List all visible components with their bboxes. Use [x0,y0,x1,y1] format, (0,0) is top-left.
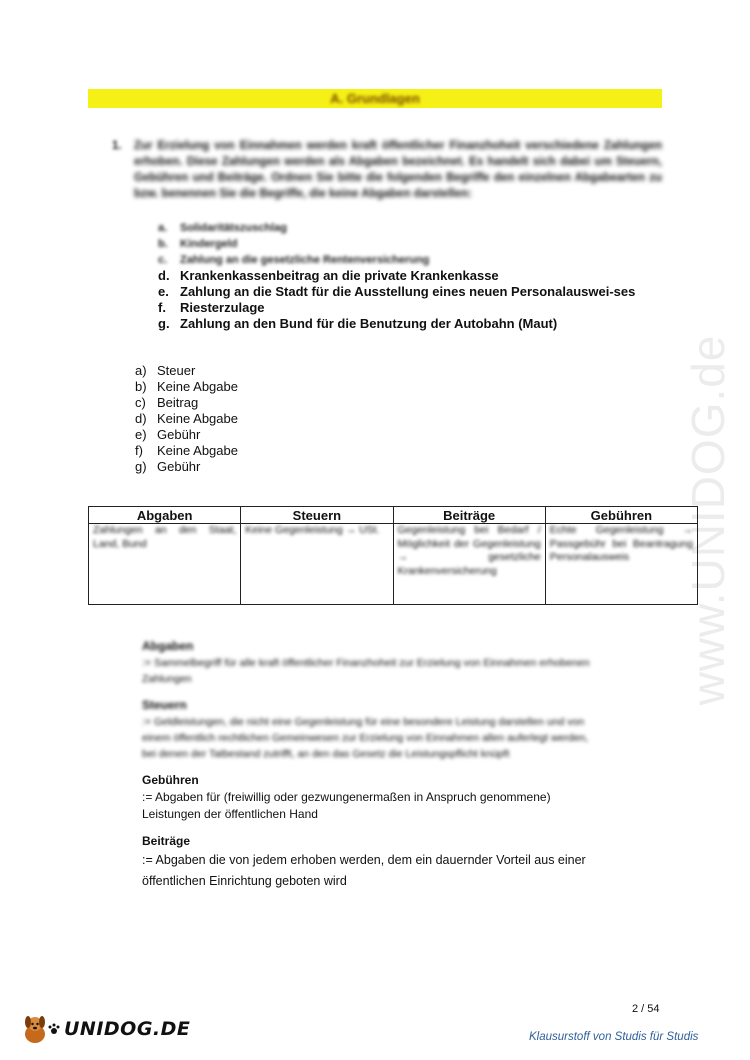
question-text: Zur Erzielung von Einnahmen werden kraft öffentlicher Finanzhoheit verschiedene Zahlungen erhoben. Diese Zahlungen werden als Abgaben bezeichnet. Es handelt sich dabei um Steuern, Gebühren und Beiträge. Ordnen Sie bitte die folgenden Begriffe den einzelnen Abgabearten zu bzw. benennen Sie die Begriffe, die keine Abgaben darstellen: [134,140,662,200]
question-1 [112,138,662,202]
option-letter: b. [158,238,168,250]
paw-icon [48,1023,60,1035]
section-title [88,89,662,108]
answer-text: Gebühr [157,427,201,442]
question-number: 1. [112,140,122,152]
definitions [142,638,602,902]
option-text: Riesterzulage [180,300,265,315]
option-text: Zahlung an die gesetzliche Rentenversicherung [180,254,430,266]
definition-text: := Abgaben die von jedem erhoben werden, dem ein dauernder Vorteil aus einer öffentlichen Einrichtung geboten wird [142,853,586,888]
question-options [158,220,663,332]
answer-item [135,443,238,459]
option-a [158,220,663,236]
answer-text: Gebühr [157,459,201,474]
option-letter: f. [158,300,166,315]
column-header: Beiträge [393,507,545,524]
answer-letter: e) [135,427,147,442]
definition-abgaben [142,638,602,687]
cell-text: Gegenleistung bei Bedarf / Möglichkeit der Gegenleistung → gesetzliche Krankenversicherung [397,524,541,577]
option-text: Solidaritätszuschlag [180,222,287,234]
answer-text: Keine Abgabe [157,379,238,394]
answer-item [135,379,238,395]
answer-letter: d) [135,411,147,426]
answer-item [135,459,238,475]
option-text: Zahlung an den Bund für die Benutzung der Autobahn (Maut) [180,316,558,331]
option-e [158,284,663,300]
column-header: Steuern [241,507,393,524]
answer-letter: g) [135,459,147,474]
column-header: Abgaben [89,507,241,524]
definition-term: Steuern [142,698,187,712]
option-letter: a. [158,222,168,234]
logo-text: UNIDOG.DE [64,1018,191,1040]
definition-text: := Geldleistungen, die nicht eine Gegenleistung für eine besondere Leistung darstellen und von einem öffentlich rechtlichen Gemeinwesen zur Erzielung von Einnahmen allen auferlegt werden, bei denen der Tatbestand zutrifft, an den das Gesetz die Leistungspflicht knüpft [142,716,589,760]
option-text: Kindergeld [180,238,238,250]
table-cell [393,524,545,605]
dog-icon [22,1014,48,1044]
table-header-row [89,507,698,524]
table-row [89,524,698,605]
page-number: 2 / 54 [632,1003,660,1015]
column-header: Gebühren [545,507,697,524]
definition-term: Gebühren [142,773,199,787]
option-c [158,252,663,268]
answer-text: Beitrag [157,395,199,410]
option-letter: g. [158,316,170,331]
answer-item [135,427,238,443]
answer-list [135,363,238,475]
section-title-text: A. Grundlagen [330,91,420,106]
option-d [158,268,663,284]
table-cell [545,524,697,605]
answer-text: Keine Abgabe [157,443,238,458]
option-letter: c. [158,254,168,266]
definition-term: Abgaben [142,639,194,653]
option-text: Zahlung an die Stadt für die Ausstellung eines neuen Personalauswei-ses [180,284,636,299]
definition-steuern [142,697,602,762]
answer-text: Steuer [157,363,196,378]
unidog-logo [22,1014,190,1044]
answer-item [135,363,238,379]
answer-text: Keine Abgabe [157,411,238,426]
definition-gebuehren [142,772,602,823]
watermark: www.UNIDOG.de [682,334,734,706]
table-cell [89,524,241,605]
answer-item [135,395,238,411]
answer-item [135,411,238,427]
answer-letter: f) [135,443,143,458]
cell-text: Zahlungen an den Staat, Land, Bund [93,524,237,550]
option-letter: e. [158,284,169,299]
cell-text: Echte Gegenleistung → Passgebühr bei Beantragung Personalausweis [549,524,693,563]
option-text: Krankenkassenbeitrag an die private Krankenkasse [180,268,499,283]
classification-table [88,506,698,605]
answer-letter: c) [135,395,146,410]
definition-text: := Abgaben für (freiwillig oder gezwungenermaßen in Anspruch genommene) Leistungen der öffentlichen Hand [142,790,551,821]
definition-term: Beiträge [142,834,191,848]
option-g [158,316,663,332]
table-cell [241,524,393,605]
definition-text: := Sammelbegriff für alle kraft öffentlicher Finanzhoheit zur Erzielung von Einnahmen erhobenen Zahlungen [142,657,590,685]
definition-beitraege [142,833,602,892]
answer-letter: a) [135,363,147,378]
answer-letter: b) [135,379,147,394]
option-letter: d. [158,268,170,283]
option-b [158,236,663,252]
cell-text: Keine Gegenleistung → USt. [245,524,380,536]
footer-tagline: Klausurstoff von Studis für Studis [529,1031,699,1043]
option-f [158,300,663,316]
